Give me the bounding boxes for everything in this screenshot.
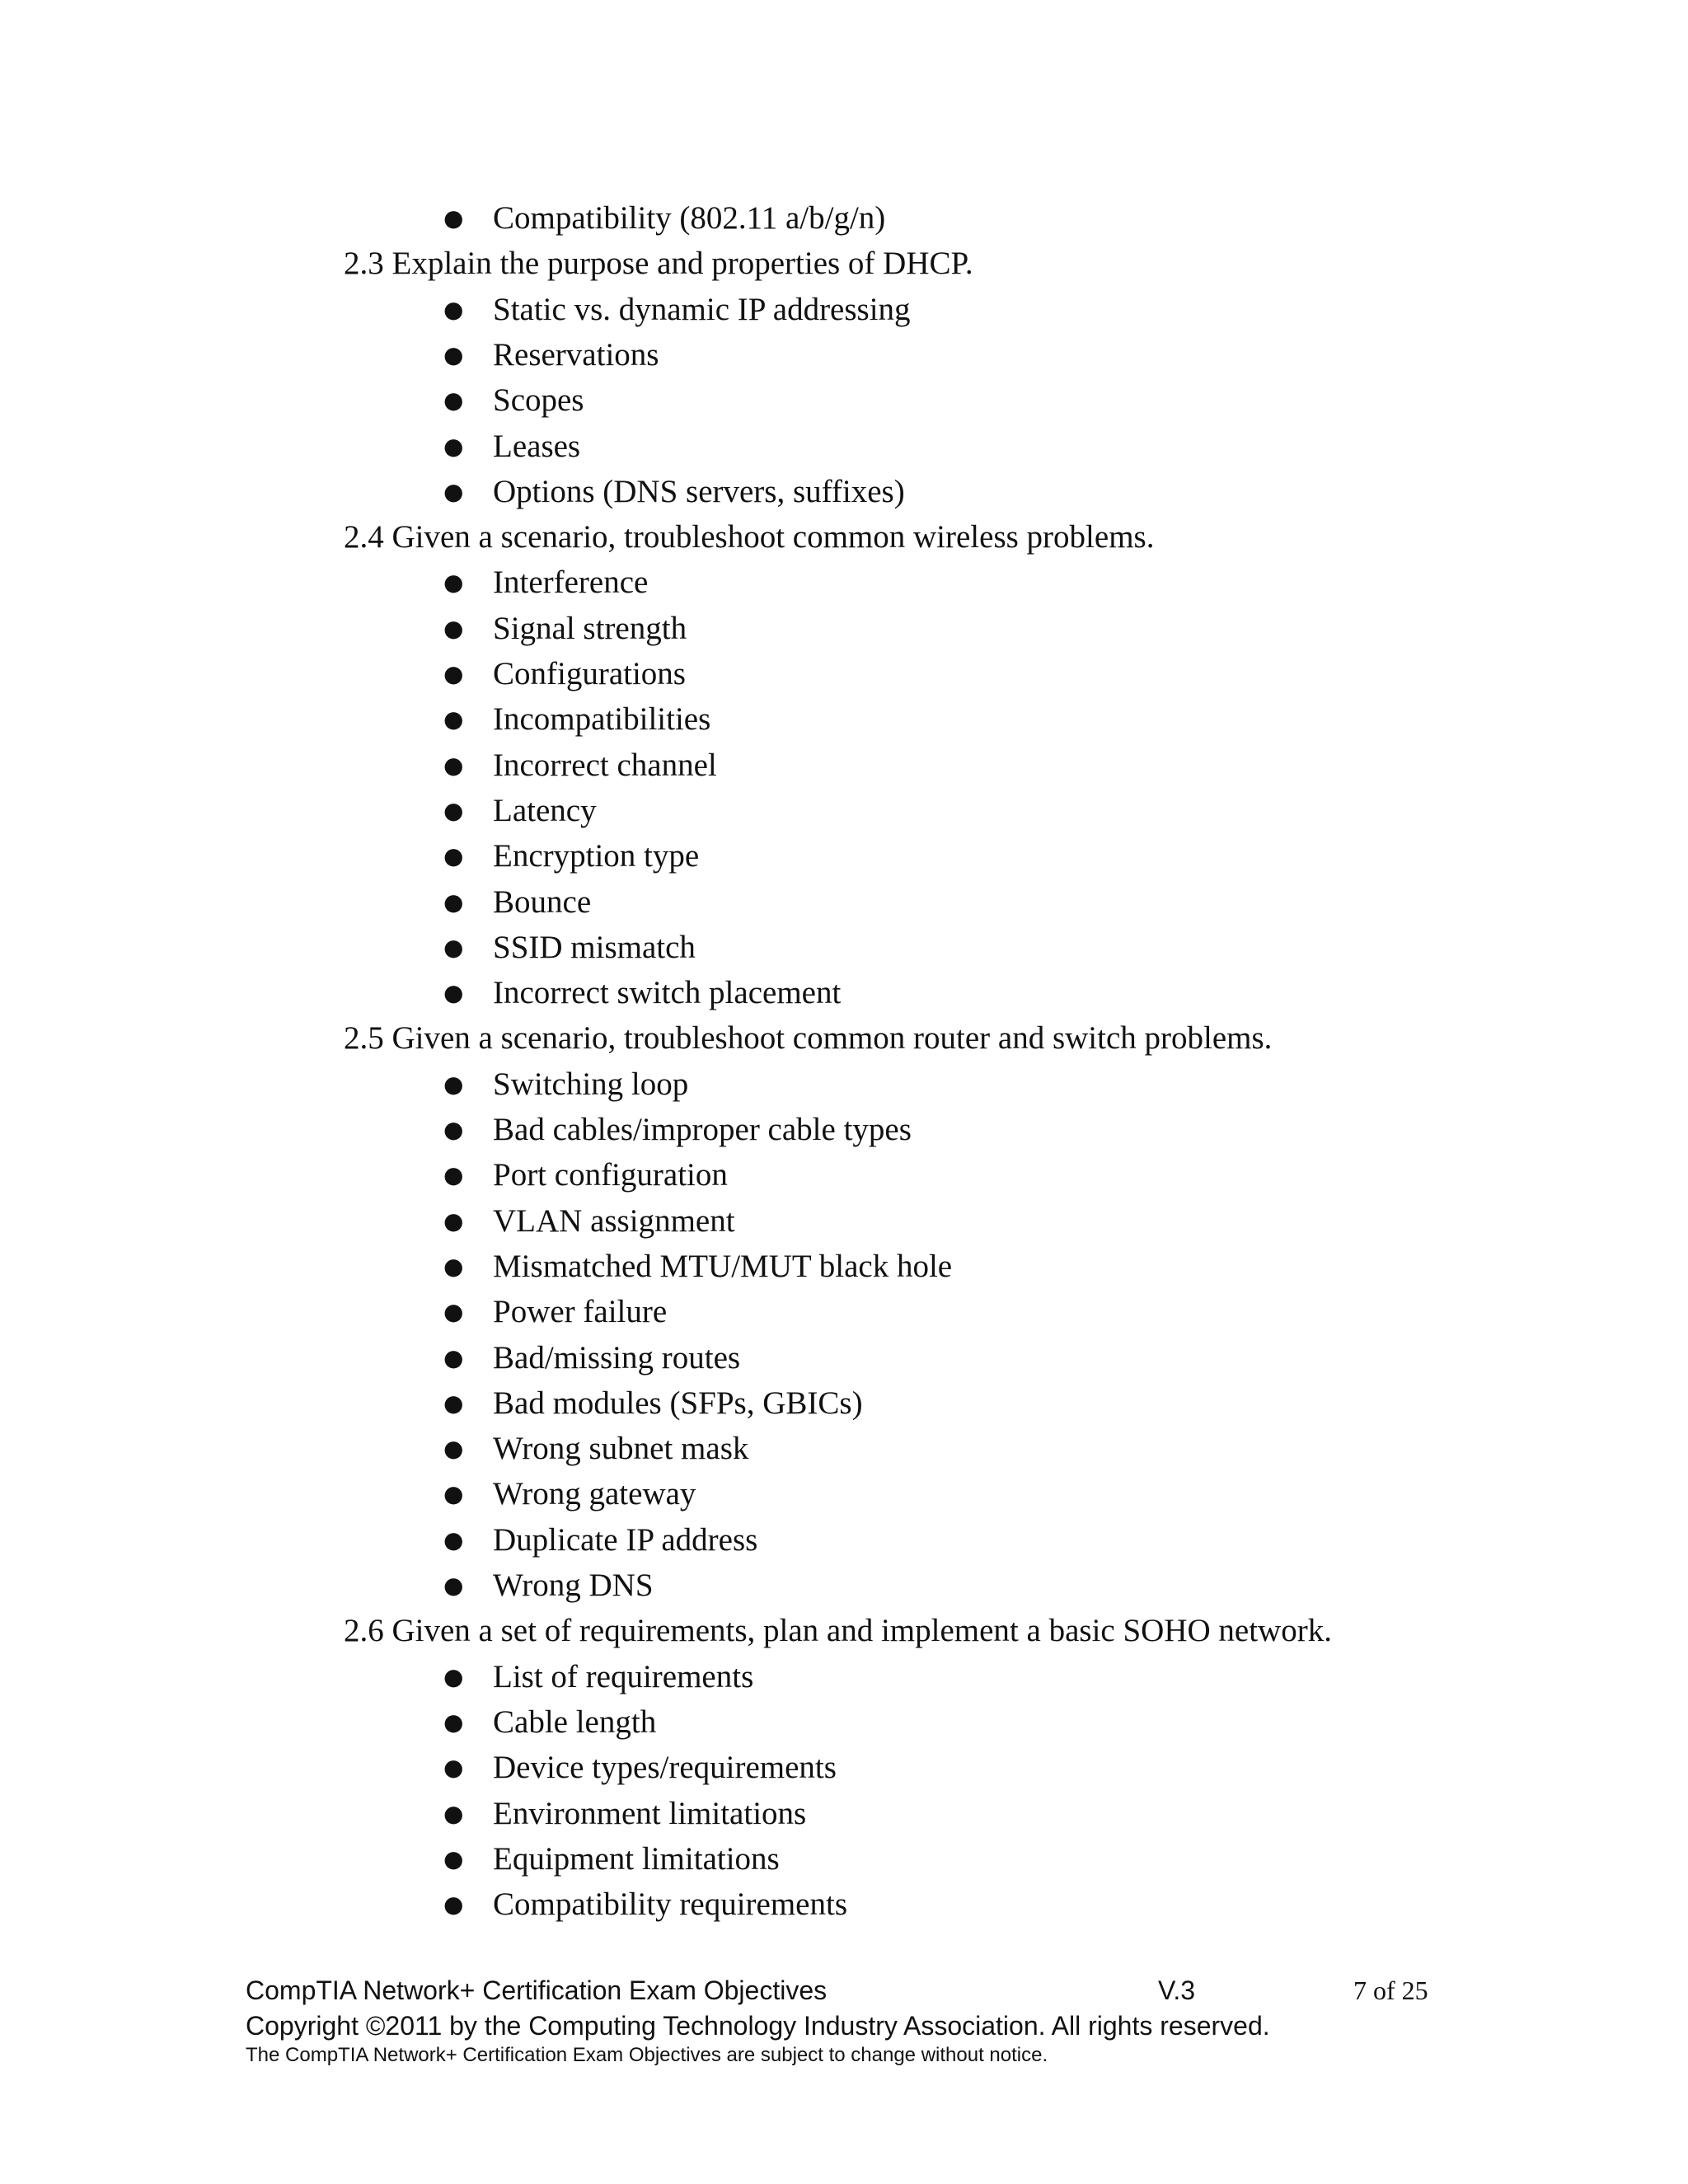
- list-item-text: Cable length: [493, 1704, 657, 1740]
- bullet-icon: ●: [443, 1799, 464, 1827]
- list-item-text: Static vs. dynamic IP addressing: [493, 291, 911, 327]
- list-item: [443, 1063, 688, 1106]
- list-item-text: Environment limitations: [493, 1795, 807, 1831]
- list-item: [443, 1108, 912, 1151]
- list-item: [443, 1838, 780, 1881]
- bullet-icon: ●: [443, 1207, 464, 1235]
- bullet-icon: ●: [443, 1480, 464, 1508]
- list-item: [443, 334, 659, 377]
- list-item-text: SSID mismatch: [493, 929, 696, 965]
- bullet-icon: ●: [443, 432, 464, 460]
- section-heading: 2.4 Given a scenario, troubleshoot common wireless problems.: [344, 519, 1155, 555]
- list-item-text: Device types/requirements: [493, 1750, 837, 1786]
- list-item-text: Reservations: [493, 336, 659, 373]
- list-item: [443, 744, 717, 787]
- bullet-icon: ●: [443, 1844, 464, 1872]
- bullet-icon: ●: [443, 1252, 464, 1280]
- list-item: [443, 926, 696, 969]
- list-item: [443, 1200, 735, 1243]
- list-item-text: Scopes: [493, 382, 584, 419]
- bullet-icon: ●: [443, 477, 464, 505]
- bullet-icon: ●: [443, 1070, 464, 1098]
- list-item-text: Latency: [493, 792, 597, 828]
- list-item-text: Equipment limitations: [493, 1840, 780, 1877]
- list-item: [443, 1427, 748, 1470]
- list-item: [443, 835, 699, 878]
- list-item: [443, 1564, 654, 1607]
- list-item: [443, 698, 710, 741]
- list-item-text: Compatibility requirements: [493, 1886, 848, 1923]
- list-item: [443, 471, 905, 513]
- list-item-text: Bad/missing routes: [493, 1339, 741, 1376]
- list-item: [443, 1883, 847, 1926]
- list-item: [443, 379, 584, 422]
- list-item: [443, 1701, 656, 1744]
- list-item: [443, 607, 687, 650]
- list-item: [443, 288, 911, 331]
- list-item: [443, 1519, 757, 1562]
- list-item: [443, 1291, 667, 1333]
- list-item: [443, 881, 591, 924]
- list-item-text: Bounce: [493, 883, 592, 920]
- bullet-icon: ●: [443, 1343, 464, 1371]
- page-footer: [246, 1972, 1441, 2068]
- bullet-icon: ●: [443, 1435, 464, 1463]
- bullet-icon: ●: [443, 204, 464, 232]
- bullet-icon: ●: [443, 888, 464, 916]
- bullet-icon: ●: [443, 1389, 464, 1417]
- bullet-icon: ●: [443, 933, 464, 961]
- list-item-text: Wrong gateway: [493, 1476, 696, 1512]
- list-item: [443, 561, 648, 604]
- list-item: [443, 1656, 753, 1699]
- bullet-icon: ●: [443, 569, 464, 597]
- bullet-icon: ●: [443, 1526, 464, 1554]
- list-item-text: Duplicate IP address: [493, 1521, 758, 1558]
- bullet-icon: ●: [443, 1116, 464, 1143]
- bullet-icon: ●: [443, 705, 464, 733]
- bullet-icon: ●: [443, 387, 464, 415]
- list-item-text: Power failure: [493, 1294, 668, 1330]
- bullet-icon: ●: [443, 1754, 464, 1782]
- bullet-icon: ●: [443, 979, 464, 1007]
- list-item-text: Port configuration: [493, 1157, 728, 1193]
- list-item-text: Options (DNS servers, suffixes): [493, 473, 905, 509]
- list-item-text: Wrong subnet mask: [493, 1431, 749, 1467]
- list-item-text: Interference: [493, 565, 649, 601]
- list-item: [443, 1746, 837, 1789]
- list-item-text: Configurations: [493, 656, 686, 691]
- bullet-icon: ●: [443, 1572, 464, 1599]
- bullet-icon: ●: [443, 340, 464, 368]
- bullet-icon: ●: [443, 1891, 464, 1919]
- list-item-text: Bad cables/improper cable types: [493, 1112, 912, 1147]
- list-item-text: Mismatched MTU/MUT black hole: [493, 1248, 953, 1284]
- list-item-text: Signal strength: [493, 610, 687, 646]
- section-heading: 2.6 Given a set of requirements, plan and implement a basic SOHO network.: [344, 1613, 1332, 1649]
- list-item-text: List of requirements: [493, 1658, 754, 1694]
- list-item: [443, 1382, 863, 1425]
- footer-note: The CompTIA Network+ Certification Exam Objectives are subject to change without notice.: [246, 2044, 1048, 2066]
- list-item: [443, 197, 885, 240]
- list-item: [443, 1473, 696, 1516]
- section-heading: 2.3 Explain the purpose and properties of DHCP.: [344, 246, 973, 282]
- list-item: [443, 1793, 806, 1835]
- list-item: [443, 790, 597, 832]
- list-item: [443, 972, 841, 1015]
- list-item: [443, 653, 686, 696]
- list-item-text: Compatibility (802.11 a/b/g/n): [493, 200, 886, 236]
- list-item: [443, 425, 580, 468]
- section-heading: 2.5 Given a scenario, troubleshoot common router and switch problems.: [344, 1020, 1273, 1057]
- list-item-text: Switching loop: [493, 1066, 689, 1102]
- bullet-icon: ●: [443, 842, 464, 870]
- list-item-text: Incorrect switch placement: [493, 975, 842, 1011]
- bullet-icon: ●: [443, 1298, 464, 1326]
- list-item-text: Incompatibilities: [493, 701, 711, 738]
- list-item: [443, 1245, 952, 1288]
- footer-copyright: Copyright ©2011 by the Computing Technology Industry Association. All rights reserved.: [246, 2011, 1270, 2041]
- footer-version: V.3: [1158, 1975, 1196, 2005]
- footer-page-number: 7 of 25: [1353, 1975, 1428, 2005]
- list-item-text: Incorrect channel: [493, 747, 717, 783]
- bullet-icon: ●: [443, 614, 464, 642]
- bullet-icon: ●: [443, 1161, 464, 1189]
- list-item-text: VLAN assignment: [493, 1202, 735, 1239]
- bullet-icon: ●: [443, 796, 464, 824]
- list-item-text: Encryption type: [493, 838, 700, 874]
- bullet-icon: ●: [443, 660, 464, 687]
- list-item: [443, 1337, 740, 1380]
- bullet-icon: ●: [443, 1662, 464, 1690]
- list-item: [443, 1154, 728, 1197]
- list-item-text: Bad modules (SFPs, GBICs): [493, 1385, 863, 1421]
- footer-title: CompTIA Network+ Certification Exam Objectives: [246, 1975, 828, 2005]
- list-item-text: Leases: [493, 428, 581, 464]
- footer-row: [246, 1972, 1441, 2008]
- bullet-icon: ●: [443, 1708, 464, 1736]
- bullet-icon: ●: [443, 295, 464, 323]
- bullet-icon: ●: [443, 751, 464, 779]
- list-item-text: Wrong DNS: [493, 1568, 654, 1603]
